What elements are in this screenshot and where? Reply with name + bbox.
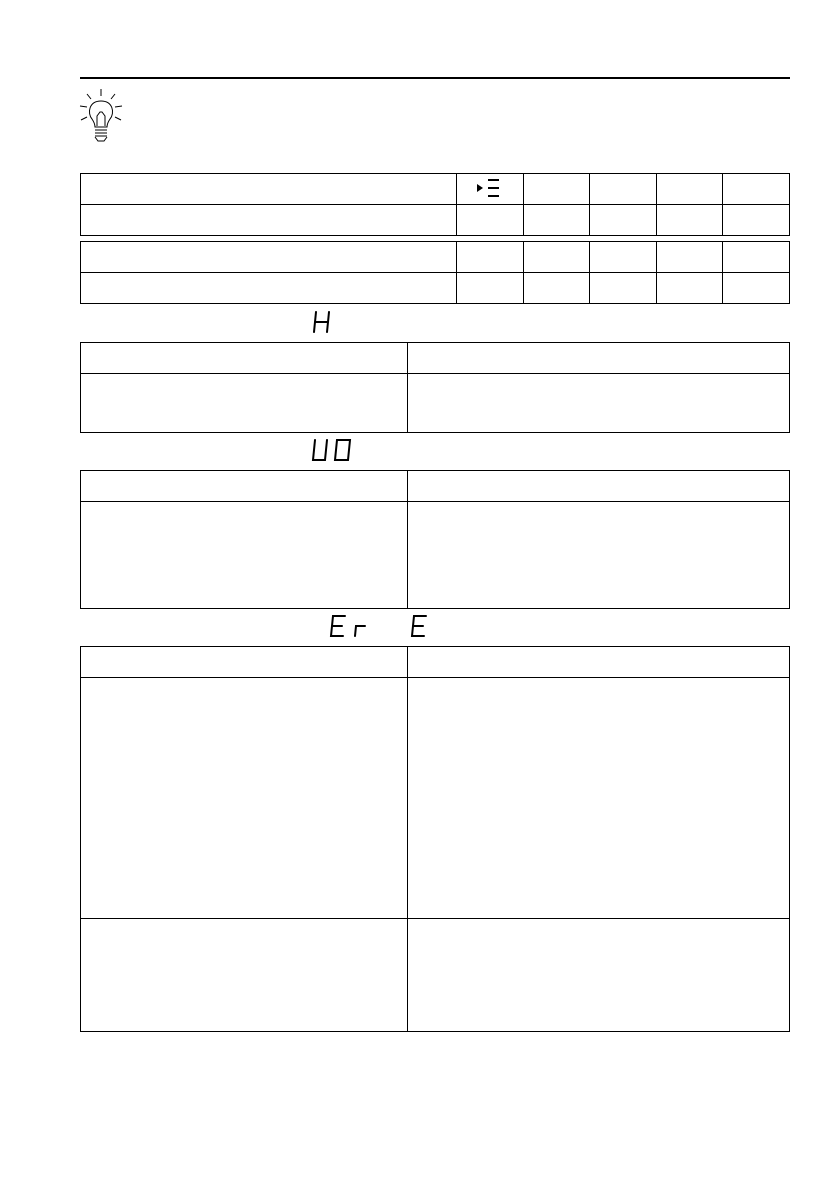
table-cell: [657, 205, 723, 236]
table-cell: [408, 471, 790, 502]
table-cell: [408, 647, 790, 678]
table-cell: [408, 678, 790, 919]
table-cell: [457, 273, 524, 304]
table-cell: [723, 205, 790, 236]
segment-uo-icon: [311, 439, 353, 461]
table-row: [81, 374, 790, 433]
menu-select-icon: [475, 176, 505, 202]
table-cell: [81, 919, 408, 1032]
table-cell: [81, 205, 457, 236]
table-cell: [81, 374, 408, 433]
table-cell: [524, 205, 590, 236]
table-cell: [408, 374, 790, 433]
display-code-er: [329, 615, 371, 637]
header-rule: [80, 77, 790, 79]
table-cell: [81, 471, 408, 502]
table-cell: [723, 174, 790, 205]
lightbulb-icon: [78, 88, 128, 144]
table-row: [81, 502, 790, 609]
table-cell: [457, 174, 524, 205]
table-h-messages: [80, 342, 790, 433]
segment-h-icon: [312, 311, 332, 333]
table-cell: [81, 242, 457, 273]
table-cell: [81, 343, 408, 374]
table-cell: [457, 205, 524, 236]
table-cell: [524, 174, 590, 205]
table-header-row: [81, 343, 790, 374]
segment-er-icon: [329, 615, 371, 637]
table-cell: [524, 242, 590, 273]
settings-table-1: [80, 173, 790, 236]
display-code-h: [312, 311, 332, 333]
table-cell: [81, 174, 457, 205]
table-row: [81, 678, 790, 919]
table-cell: [657, 242, 723, 273]
display-code-uo: [311, 439, 353, 461]
table-cell: [81, 678, 408, 919]
table-row: [81, 919, 790, 1032]
settings-table-2: [80, 241, 790, 304]
table-er-messages: [80, 646, 790, 1032]
table-row: [81, 273, 790, 304]
table-row: [81, 242, 790, 273]
table-row: [81, 174, 790, 205]
table-cell: [590, 174, 657, 205]
table-cell: [457, 242, 524, 273]
table-cell: [408, 343, 790, 374]
table-uo-messages: [80, 470, 790, 609]
table-cell: [723, 242, 790, 273]
display-code-e: [409, 615, 429, 637]
table-cell: [657, 273, 723, 304]
table-cell: [81, 502, 408, 609]
table-cell: [81, 273, 457, 304]
segment-e-icon: [409, 615, 429, 637]
table-cell: [408, 502, 790, 609]
table-cell: [723, 273, 790, 304]
table-cell: [524, 273, 590, 304]
table-row: [81, 205, 790, 236]
table-header-row: [81, 471, 790, 502]
table-cell: [657, 174, 723, 205]
table-header-row: [81, 647, 790, 678]
table-cell: [590, 273, 657, 304]
table-cell: [81, 647, 408, 678]
table-cell: [590, 242, 657, 273]
table-cell: [408, 919, 790, 1032]
table-cell: [590, 205, 657, 236]
